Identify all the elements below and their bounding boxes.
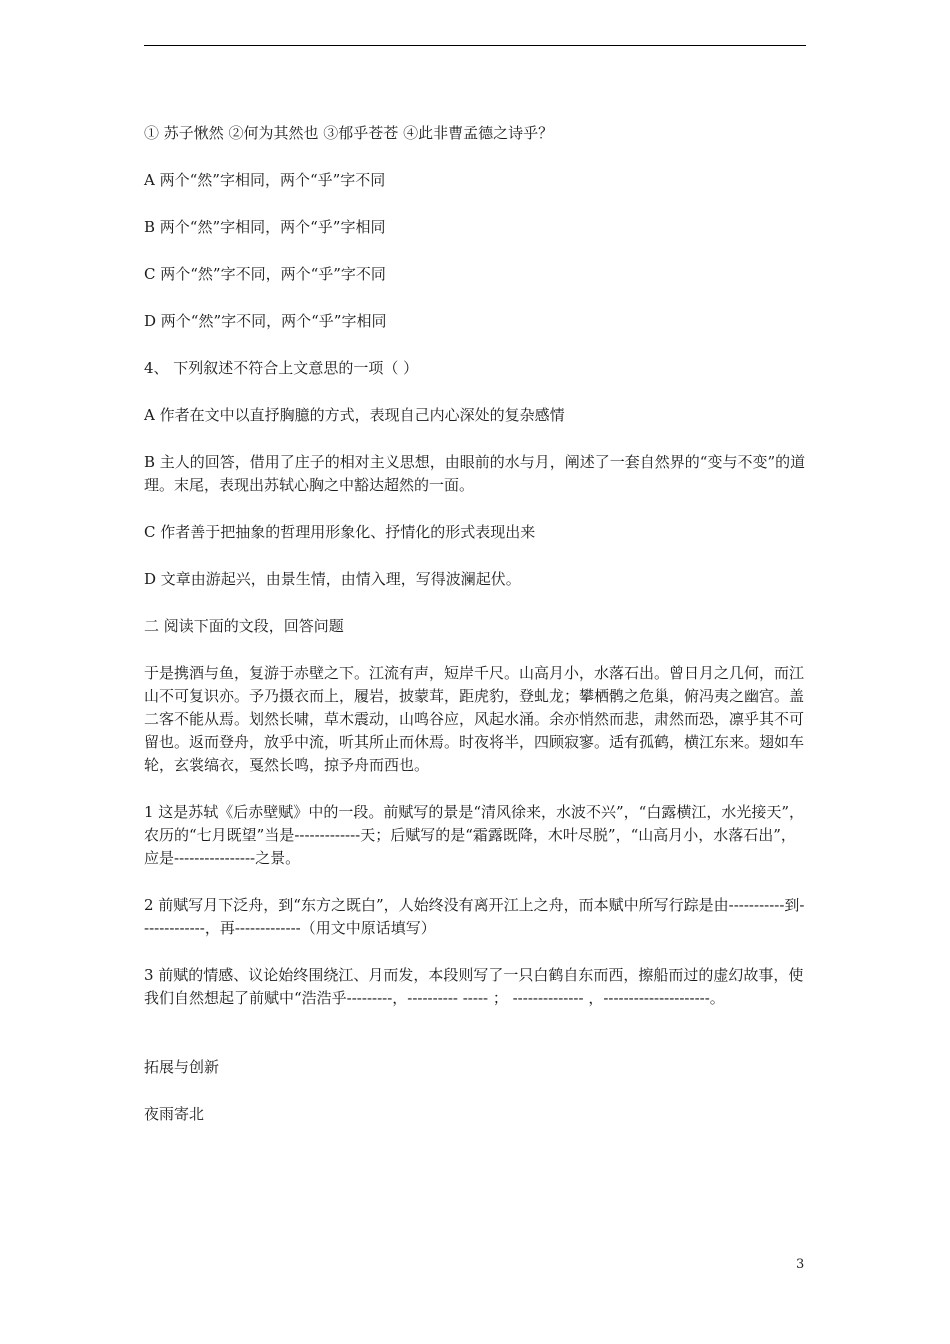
page-content <box>144 122 808 1126</box>
reading-passage: 于是携酒与鱼，复游于赤壁之下。江流有声，短岸千尺。山高月小，水落石出。曾日月之几何，而江山不可复识亦。予乃摄衣而上，履岩，披蒙茸，距虎豹，登虬龙；攀栖鹘之危巢，俯冯夷之幽宫。盖二客不能从焉。划然长啸，草木震动，山鸣谷应，风起水涌。余亦悄然而悲，肃然而恐，凛乎其不可留也。返而登舟，放乎中流，听其所止而休焉。时夜将半，四顾寂寥。适有孤鹤，横江东来。翅如车轮，玄裳缟衣，戛然长鸣，掠予舟而西也。 <box>144 664 805 774</box>
q3-choice-d: D 两个“然”字不同，两个“乎”字相同 <box>144 312 387 330</box>
q4-title: 4、 下列叙述不符合上文意思的一项（ ） <box>144 359 419 377</box>
section-2-title: 二 阅读下面的文段，回答问题 <box>144 617 344 635</box>
question-1: 1 这是苏轼《后赤壁赋》中的一段。前赋写的景是“清风徐来，水波不兴”，“白露横江，水光接天”，农历的“七月既望”当是-------------天；后赋写的是“霜露既降，木叶尽脱”，“山高月小，水落石出”，应是----------------之景。 <box>144 803 804 867</box>
q4-choice-b: B 主人的回答，借用了庄子的相对主义思想，由眼前的水与月，阐述了一套自然界的“变与不变”的道理。末尾，表现出苏轼心胸之中豁达超然的一面。 <box>144 453 806 494</box>
page-number: 3 <box>796 1257 805 1272</box>
question-3: 3 前赋的情感、议论始终围绕江、月而发，本段则写了一只白鹤自东而西，擦船而过的虚幻故事，使我们自然想起了前赋中“浩浩乎---------，---------- ----- ； -------------- ，---------------------。 <box>144 966 804 1007</box>
question-2: 2 前赋写月下泛舟，到“东方之既白”，人始终没有离开江上之舟，而本赋中所写行踪是由-----------到-------------，再-------------（用文中原话填写） <box>144 896 805 937</box>
q4-choice-c: C 作者善于把抽象的哲理用形象化、抒情化的形式表现出来 <box>144 523 536 541</box>
header-rule <box>144 45 806 46</box>
q3-options-line: ① 苏子愀然 ②何为其然也 ③郁乎苍苍 ④此非曹孟德之诗乎？ <box>144 124 554 142</box>
q3-choice-b: B 两个“然”字相同，两个“乎”字相同 <box>144 218 386 236</box>
q4-choice-d: D 文章由游起兴，由景生情，由情入理，写得波澜起伏。 <box>144 570 521 588</box>
poem-title: 夜雨寄北 <box>144 1105 205 1123</box>
extension-title: 拓展与创新 <box>144 1058 220 1076</box>
q3-choice-a: A 两个“然”字相同，两个“乎”字不同 <box>144 171 386 189</box>
q4-choice-a: A 作者在文中以直抒胸臆的方式，表现自己内心深处的复杂感情 <box>144 406 565 424</box>
q3-choice-c: C 两个“然”字不同，两个“乎”字不同 <box>144 265 386 283</box>
